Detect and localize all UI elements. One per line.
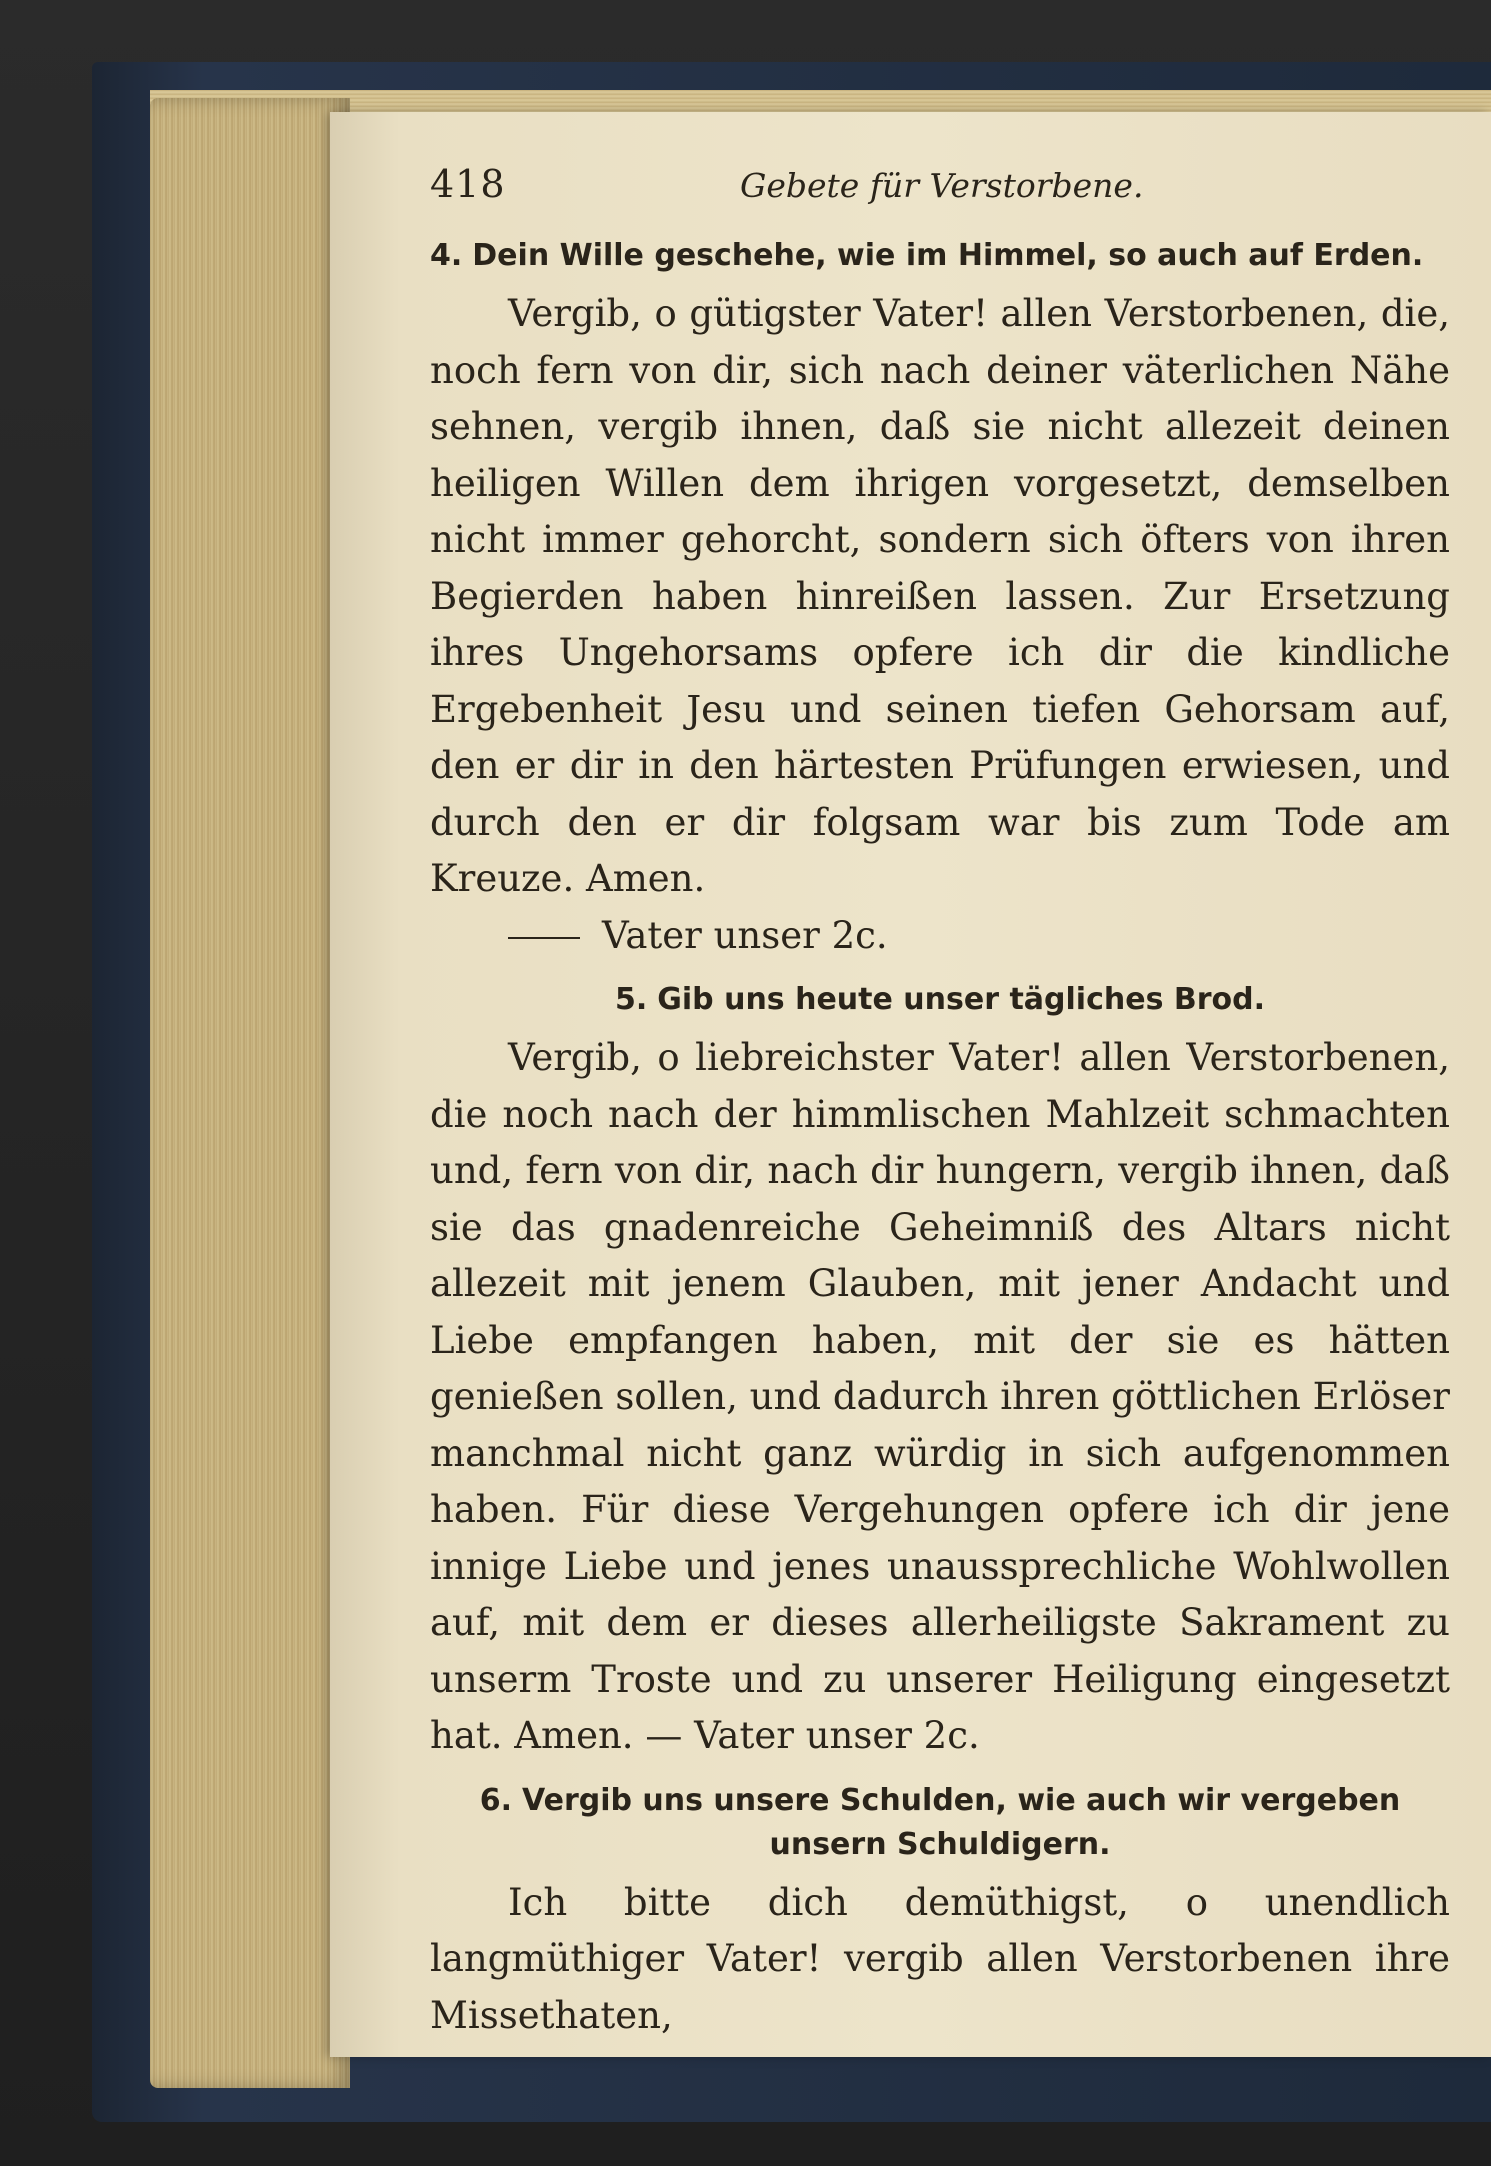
petition-heading-6 (430, 1779, 1450, 1867)
petition-heading-5 (430, 978, 1450, 1022)
prayer-closing (430, 908, 1450, 965)
page-number: 418 (430, 162, 506, 206)
petition-heading-4 (430, 234, 1450, 278)
prayer-paragraph-4 (430, 286, 1450, 964)
running-head (430, 150, 1450, 220)
petition-number: 6. (479, 1782, 513, 1818)
prayer-paragraph-6 (430, 1875, 1450, 2045)
petition-number: 5. (614, 982, 648, 1017)
petition-title: Vergib uns unsere Schulden, wie auch wir vergeben unsern Schuldigern. (522, 1782, 1401, 1862)
closing-text: Vater unser 2c. (602, 913, 888, 957)
page-edges-stack (150, 98, 350, 2088)
petition-title: Dein Wille geschehe, wie im Himmel, so auch auf Erden. (472, 238, 1424, 273)
running-head-title: Gebete für Verstorbene. (740, 166, 1144, 205)
prayer-text: Ich bitte dich demüthigst, o unendlich langmüthiger Vater! vergib allen Verstorbenen ihre Missethaten, (430, 1880, 1450, 2037)
petition-title: Gib uns heute unser tägliches Brod. (657, 982, 1266, 1017)
prayer-text: Vergib, o liebreichster Vater! allen Verstorbenen, die noch nach der himmlischen Mahlzeit schmachten und, fern von dir, nach dir hungern, vergib ihnen, daß sie das gnadenreiche Geheimniß des Altars nicht allezeit mit jenem Glauben, mit jener Andacht und Liebe empfangen haben, mit der sie es hätten genießen sollen, und dadurch ihren göttlichen Erlöser manchmal nicht ganz würdig in sich aufgenommen haben. Für diese Vergehungen opfere ich dir jene innige Liebe und jenes unaussprechliche Wohlwollen auf, mit dem er dieses allerheiligste Sakrament zu unserm Troste und zu unserer Heiligung eingesetzt hat. Amen. — Vater unser 2c. (430, 1036, 1450, 1757)
prayer-paragraph-5 (430, 1030, 1450, 1765)
prayer-text: Vergib, o gütigster Vater! allen Verstorbenen, die, noch fern von dir, sich nach deiner väterlichen Nähe sehnen, vergib ihnen, daß sie nicht allezeit deinen heiligen Willen dem ihrigen vorgesetzt, demselben nicht immer gehorcht, sondern sich öfters von ihren Begierden haben hinreißen lassen. Zur Ersetzung ihres Ungehorsams opfere ich dir die kindliche Ergebenheit Jesu und seinen tiefen Gehorsam auf, den er dir in den härtesten Prüfungen erwiesen, und durch den er dir folgsam war bis zum Tode am Kreuze. Amen. (430, 292, 1450, 900)
page-content (430, 150, 1450, 2044)
dash-rule (508, 937, 580, 939)
petition-number: 4. (430, 238, 463, 273)
